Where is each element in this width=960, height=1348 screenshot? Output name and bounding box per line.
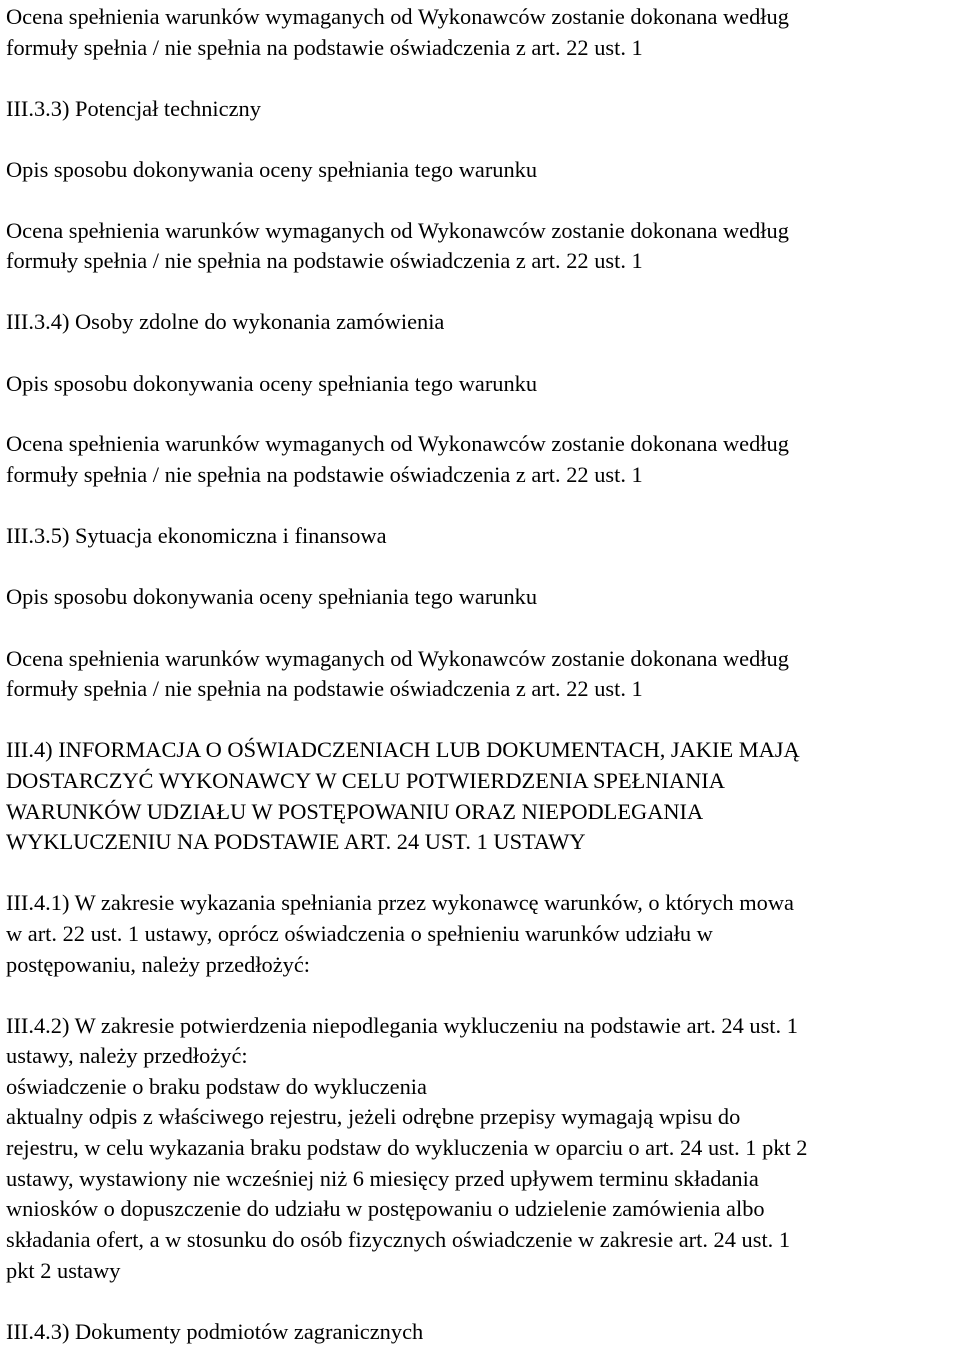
assessment-method-label: Opis sposobu dokonywania oceny spełniania tego warunku xyxy=(6,584,538,609)
paragraph-3-4-1-line-3: postępowaniu, należy przedłożyć: xyxy=(6,952,311,977)
paragraph-3-4-1-line-2: w art. 22 ust. 1 ustawy, oprócz oświadczenia o spełnieniu warunków udziału w xyxy=(6,921,713,946)
required-document-item-2-line-6: pkt 2 ustawy xyxy=(6,1258,121,1283)
required-document-item-2-line-4: wniosków o dopuszczenie do udziału w postępowaniu o udzielenie zamówienia albo xyxy=(6,1196,765,1221)
section-heading-3-4-line-2: DOSTARCZYĆ WYKONAWCY W CELU POTWIERDZENIA SPEŁNIANIA xyxy=(6,768,725,793)
condition-assessment-line-1: Ocena spełnienia warunków wymaganych od Wykonawców zostanie dokonana według xyxy=(6,218,789,243)
paragraph-3-4-2-line-2: ustawy, należy przedłożyć: xyxy=(6,1043,248,1068)
required-document-item-2-line-1: aktualny odpis z właściwego rejestru, jeżeli odrębne przepisy wymagają wpisu do xyxy=(6,1104,741,1129)
required-document-item-1: oświadczenie o braku podstaw do wykluczenia xyxy=(6,1074,427,1099)
section-heading-3-3-5: III.3.5) Sytuacja ekonomiczna i finansowa xyxy=(6,523,387,548)
section-heading-3-3-4: III.3.4) Osoby zdolne do wykonania zamówienia xyxy=(6,309,445,334)
section-heading-3-4-line-3: WARUNKÓW UDZIAŁU W POSTĘPOWANIU ORAZ NIEPODLEGANIA xyxy=(6,799,704,824)
required-document-item-2-line-5: składania ofert, a w stosunku do osób fizycznych oświadczenie w zakresie art. 24 ust. 1 xyxy=(6,1227,791,1252)
condition-assessment-line-2: formuły spełnia / nie spełnia na podstawie oświadczenia z art. 22 ust. 1 xyxy=(6,248,643,273)
condition-assessment-line-2: formuły spełnia / nie spełnia na podstawie oświadczenia z art. 22 ust. 1 xyxy=(6,462,643,487)
required-document-item-2-line-2: rejestru, w celu wykazania braku podstaw do wykluczenia w oparciu o art. 24 ust. 1 pkt 2 xyxy=(6,1135,808,1160)
assessment-method-label: Opis sposobu dokonywania oceny spełniania tego warunku xyxy=(6,157,538,182)
condition-assessment-line-2: formuły spełnia / nie spełnia na podstawie oświadczenia z art. 22 ust. 1 xyxy=(6,676,643,701)
assessment-method-label: Opis sposobu dokonywania oceny spełniania tego warunku xyxy=(6,371,538,396)
paragraph-3-4-2-line-1: III.4.2) W zakresie potwierdzenia niepodlegania wykluczeniu na podstawie art. 24 ust. 1 xyxy=(6,1013,798,1038)
section-heading-3-3-3: III.3.3) Potencjał techniczny xyxy=(6,96,261,121)
condition-assessment-line-1: Ocena spełnienia warunków wymaganych od Wykonawców zostanie dokonana według xyxy=(6,646,789,671)
section-heading-3-4-line-1: III.4) INFORMACJA O OŚWIADCZENIACH LUB DOKUMENTACH, JAKIE MAJĄ xyxy=(6,737,800,762)
required-document-item-2-line-3: ustawy, wystawiony nie wcześniej niż 6 miesięcy przed upływem terminu składania xyxy=(6,1166,759,1191)
paragraph-3-4-1-line-1: III.4.1) W zakresie wykazania spełniania przez wykonawcę warunków, o których mowa xyxy=(6,890,794,915)
section-heading-3-4-line-4: WYKLUCZENIU NA PODSTAWIE ART. 24 UST. 1 USTAWY xyxy=(6,829,586,854)
section-heading-3-4-3: III.4.3) Dokumenty podmiotów zagranicznych xyxy=(6,1319,424,1344)
condition-assessment-line-1: Ocena spełnienia warunków wymaganych od Wykonawców zostanie dokonana według xyxy=(6,4,789,29)
condition-assessment-line-1: Ocena spełnienia warunków wymaganych od Wykonawców zostanie dokonana według xyxy=(6,431,789,456)
condition-assessment-line-2: formuły spełnia / nie spełnia na podstawie oświadczenia z art. 22 ust. 1 xyxy=(6,35,643,60)
